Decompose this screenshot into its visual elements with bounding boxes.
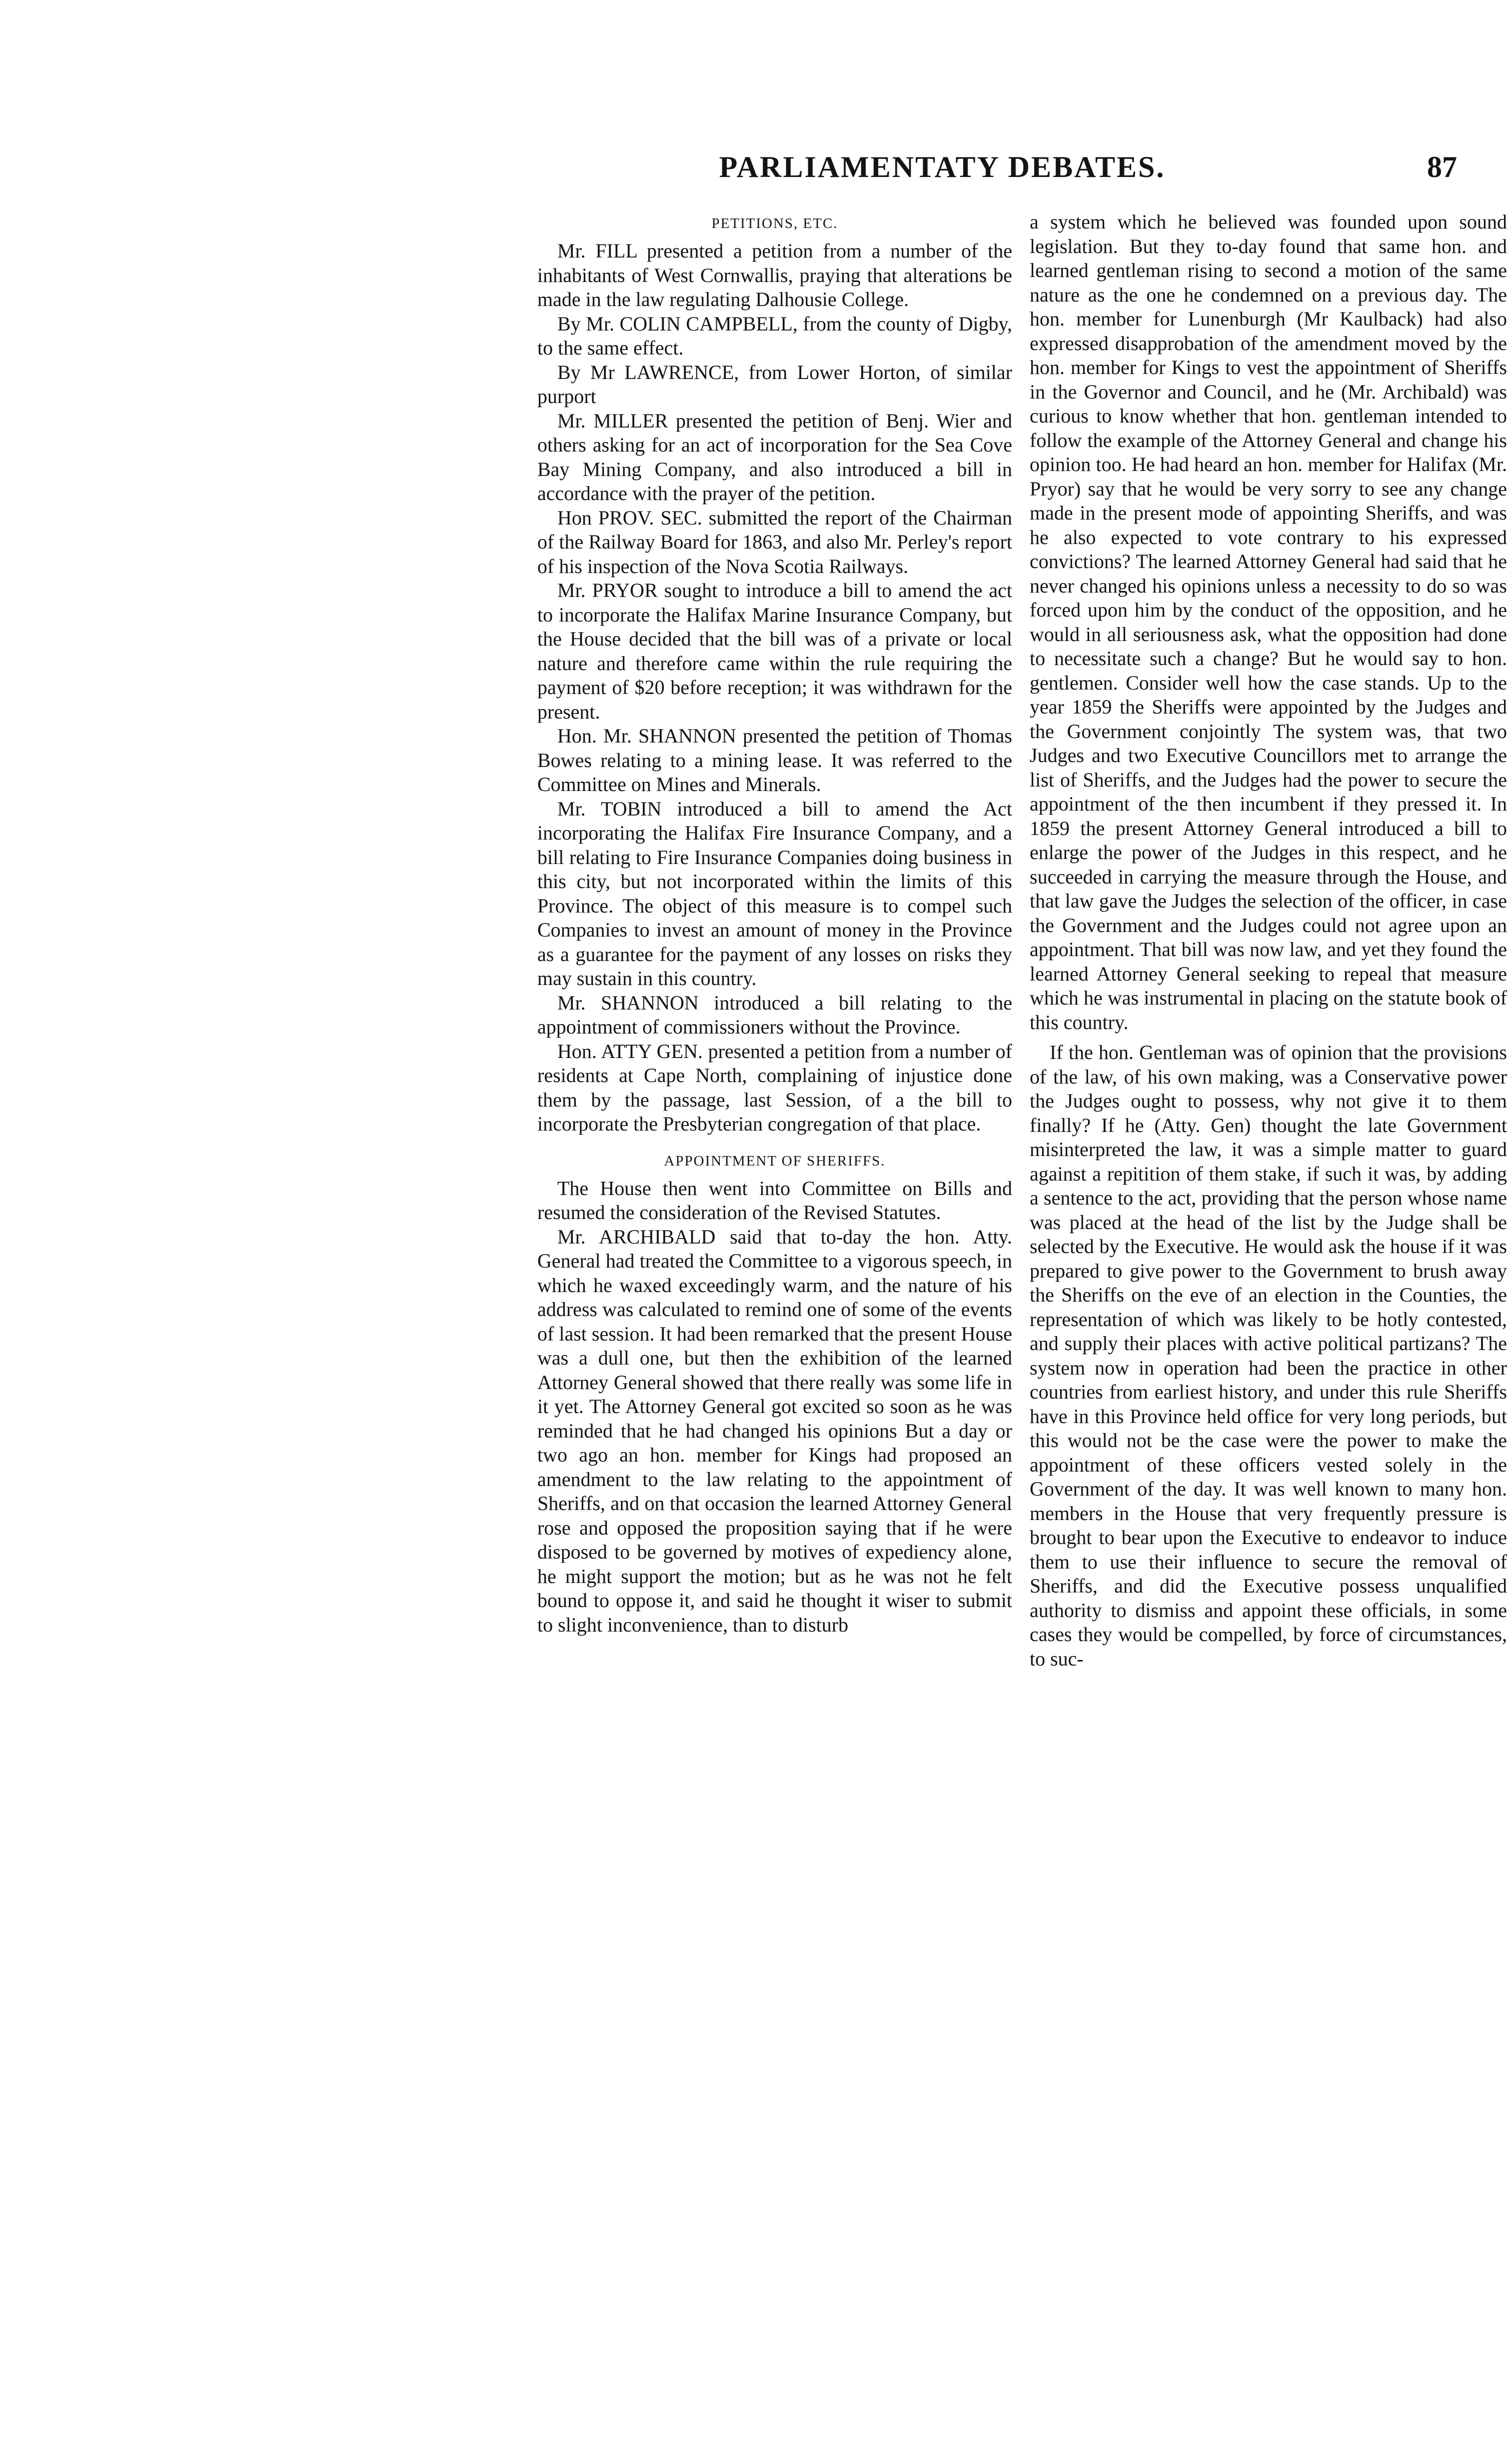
- paragraph: Mr. ARCHIBALD said that to-day the hon. Atty. General had treated the Committee to a vigorous speech, in which he waxed exceedingly warm, and the nature of his address was calculated to remind one of some of the events of last session. It had been remarked that the present House was a dull one, but then the exhibition of the learned Attorney General showed that there really was some life in it yet. The Attorney General got excited so soon as he was reminded that he had changed his opinions But a day or two ago an hon. member for Kings had proposed an amendment to the law relating to the appointment of Sheriffs, and on that occasion the learned Attorney General rose and opposed the proposition saying that if he were disposed to be governed by motives of expediency alone, he might support the motion; but as he was not he felt bound to oppose it, and said he thought it wiser to submit to slight inconvenience, than to disturb: [537, 1225, 1012, 1636]
- page-title: PARLIAMENTATY DEBATES.: [719, 150, 1166, 184]
- paragraph: Mr. TOBIN introduced a bill to amend the Act incorporating the Halifax Fire Insurance Company, and a bill relating to Fire Insurance Companies doing business in this city, but not incorporated within the limits of this Province. The object of this measure is to compel such Companies to invest an amount of money in the Province as a guarantee for the payment of any losses on risks they may sustain in this country.: [537, 797, 1012, 990]
- page-number: 87: [1427, 150, 1457, 184]
- paragraph: If the hon. Gentleman was of opinion that the provisions of the law, of his own making, was a Conservative power the Judges ought to possess, why not give it to them finally? If he (Atty. Gen) thought the late Government misinterpreted the law, it was a simple matter to guard against a repitition of them stake, if such it was, by adding a sentence to the act, providing that the person whose name was placed at the head of the list by the Judge shall be selected by the Executive. He would ask the house if it was prepared to give power to the Government to brush away the Sheriffs on the eve of an election in the Counties, the representation of which was likely to be hotly contested, and supply their places with active political partizans? The system now in operation had been the practice in other countries from earliest history, and under this rule Sheriffs have in this Province held office for very long periods, but this would not be the case were the power to make the appointment of these officers vested solely in the Government of the day. It was well known to many hon. members in the House that very frequently pressure is brought to bear upon the Executive to endeavor to induce them to use their influence to secure the removal of Sheriffs, and did the Executive possess unqualified authority to dismiss and appoint these officials, in some cases they would be compelled, by force of circumstances, to suc-: [1030, 1041, 1507, 1670]
- paragraph: a system which he believed was founded upon sound legislation. But they to-day found that same hon. and learned gentleman rising to second a motion of the same nature as the one he condemned on a previous day. The hon. member for Lunenburgh (Mr Kaulback) had also expressed disapprobation of the amendment moved by the hon. member for Kings to vest the appointment of Sheriffs in the Governor and Council, and he (Mr. Archibald) was curious to know whether that hon. gentleman intended to follow the example of the Attorney General and change his opinion too. He had heard an hon. member for Halifax (Mr. Pryor) say that he would be very sorry to see any change made in the present mode of appointing Sheriffs, and was he also expected to vote contrary to his expressed convictions? The learned Attorney General had said that he never changed his opinions unless a necessity to do so was forced upon him by the conduct of the opposition, and he would in all seriousness ask, what the opposition had done to necessitate such a change? But he would say to hon. gentlemen. Consider well how the case stands. Up to the year 1859 the Sheriffs were appointed by the Judges and the Government conjointly The system was, that two Judges and two Executive Councillors met to arrange the list of Sheriffs, and the Judges had the power to secure the appointment of the then incumbent if they pressed it. In 1859 the present Attorney General introduced a bill to enlarge the power of the Judges in this respect, and he succeeded in carrying the measure through the House, and that law gave the Judges the selection of the officer, in case the Government and the Judges could not agree upon an appointment. That bill was now law, and yet they found the learned Attorney General seeking to repeal that measure which he was instrumental in placing on the statute book of this country.: [1030, 210, 1507, 1034]
- section-heading-petitions: PETITIONS, ETC.: [711, 216, 838, 232]
- running-head: [537, 149, 1457, 185]
- paragraph: Hon. ATTY GEN. presented a petition from a number of residents at Cape North, complaining of injustice done them by the passage, last Session, of a the bill to incorporate the Presbyterian congregation of that place.: [537, 1040, 1012, 1135]
- paragraph: Mr. MILLER presented the petition of Benj. Wier and others asking for an act of incorporation for the Sea Cove Bay Mining Company, and also introduced a bill in accordance with the prayer of the petition.: [537, 409, 1012, 504]
- paragraph: Mr. PRYOR sought to introduce a bill to amend the act to incorporate the Halifax Marine Insurance Company, but the House decided that the bill was of a private or local nature and therefore came within the rule requiring the payment of $20 before reception; it was withdrawn for the present.: [537, 579, 1012, 723]
- left-column: [537, 210, 1012, 2300]
- paragraph: Mr. SHANNON introduced a bill relating to the appointment of commissioners without the Province.: [537, 991, 1012, 1038]
- paragraph: Hon. Mr. SHANNON presented the petition of Thomas Bowes relating to a mining lease. It was referred to the Committee on Mines and Minerals.: [537, 724, 1012, 796]
- paragraph: Mr. FILL presented a petition from a number of the inhabitants of West Cornwallis, praying that alterations be made in the law regulating Dalhousie College.: [537, 240, 1012, 310]
- paragraph: By Mr LAWRENCE, from Lower Horton, of similar purport: [537, 360, 1012, 408]
- right-column: [1030, 210, 1507, 2300]
- paragraph: Hon PROV. SEC. submitted the report of the Chairman of the Railway Board for 1863, and also Mr. Perley's report of his inspection of the Nova Scotia Railways.: [537, 506, 1012, 578]
- paragraph: By Mr. COLIN CAMPBELL, from the county of Digby, to the same effect.: [537, 312, 1012, 359]
- section-heading-sheriffs: APPOINTMENT OF SHERIFFS.: [664, 1152, 886, 1169]
- paragraph: The House then went into Committee on Bills and resumed the consideration of the Revised Statutes.: [537, 1176, 1012, 1224]
